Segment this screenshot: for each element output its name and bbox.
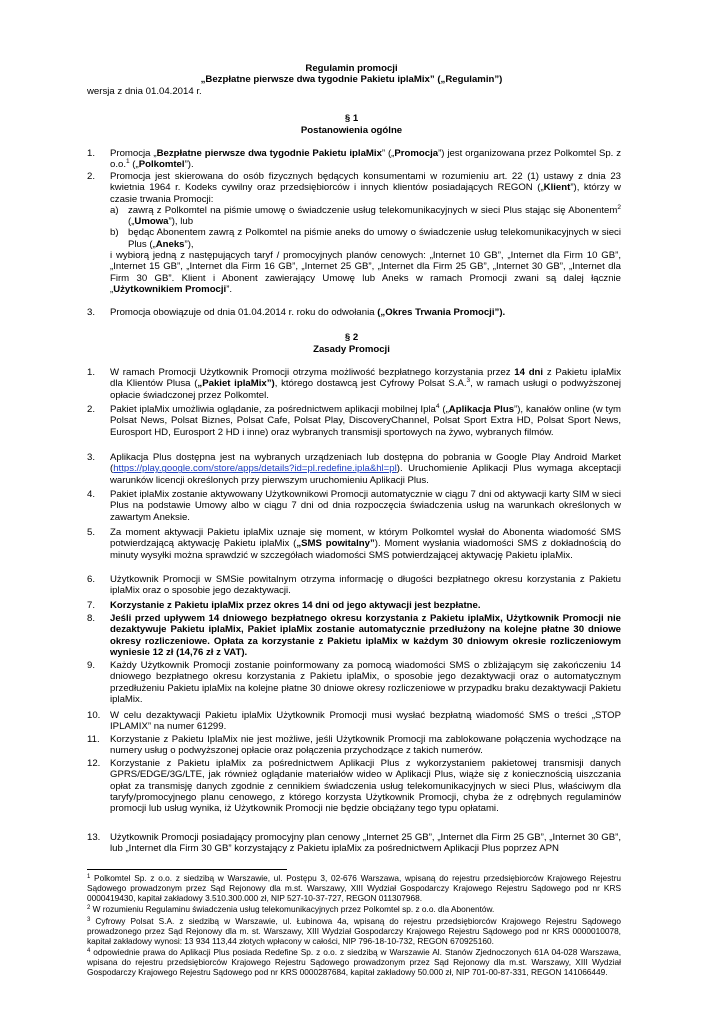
footnote-ref: 3 <box>466 377 471 385</box>
footnote-1: $^1$ Polkomtel Sp. z o.o. z siedzibą w Warszawie, ul. Postępu 3, 02-676 Warszawa, wpisaną do rejestru przedsiębiorców Krajowego Rejestru Sądowego prowadzonym przez Sąd Rejonowy dla m.st. Warszawy, XIII Wydział Gospodarczy Krajowego Rejestru Sądowego pod nr KRS 0000419430, kapitał zakładowy 3.510.300.000 zł, NIP 527-10-37-727, REGON 011307968. <box>87 873 621 903</box>
subitem-b: b) będąc Abonentem zawrą z Polkomtel na piśmie aneks do umowy o świadczenie usług telekomunikacyjnych w sieci Plus („Aneks”), <box>110 227 621 250</box>
footnote-3: $^3$ Cyfrowy Polsat S.A. z siedzibą w Warszawie, ul. Łubinowa 4a, wpisaną do rejestru przedsiębiorców Krajowego Rejestru Sądowego prowadzonego przez Sąd Rejonowy dla m. st. Warszawy, XIII Wydział Gospodarczy Krajowego Rejestru Sądowego pod nr KRS 0000010078, kapitał zakładowy wynosi: 13 934 113,44 złotych wpłacony w całości, NIP 796-18-10-732, REGON 670925160. <box>87 916 621 946</box>
s2-item-9: 9. Każdy Użytkownik Promocji zostanie poinformowany za pomocą wiadomości SMS o zbliżającym się zakończeniu 14 dniowego bezpłatnego okresu korzystania z Pakietu iplaMix, o sposobie jego dezaktywacji oraz o automatycznym przedłużeniu Pakietu iplaMix na kolejne płatne 30 dniowe okresy rozliczeniowe w przypadku braku dezaktywacji Pakietu iplaMix. <box>87 660 621 705</box>
document-title: Regulamin promocji <box>305 63 398 74</box>
s2-item-2: 2. Pakiet iplaMix umożliwia oglądanie, za pośrednictwem aplikacji mobilnej Ipla$^4$ („Aplikacja Plus”), kanałów online (w tym Polsat News, Polsat Biznes, Polsat Cafe, Polsat Play, DiscoveryChannel, Polsat Sport Extra HD, Polsat Sport News, Eurosport HD, Eurosport 2 HD i inne) oraz wybranych transmisji sportowych na żywo, wybranych filmów. <box>87 403 621 438</box>
section-1-number: § 1 <box>344 113 359 124</box>
subitem-a: a) zawrą z Polkomtel na piśmie umowę o świadczenie usług telekomunikacyjnych w sieci Plus stając się Abonentem$^2$ („Umowa”), lub <box>110 203 621 228</box>
s2-item-7: 7. Korzystanie z Pakietu iplaMix przez okres 14 dni od jego aktywacji jest bezpłatne. <box>87 600 481 611</box>
s2-item-1: 1. W ramach Promocji Użytkownik Promocji otrzyma możliwość bezpłatnego korzystania przez 14 dni z Pakietu iplaMix dla Klientów Plusa („Pakiet iplaMix”), którego dostawcą jest Cyfrowy Polsat S.A.$^3$, w ramach usługi o podwyższonej opłacie świadczonej przez Polkomtel. <box>87 367 621 401</box>
version-date: wersja z dnia 01.04.2014 r. <box>87 86 202 97</box>
item-number: 3. <box>87 307 96 318</box>
item-number: 1. <box>87 148 96 159</box>
s2-item-5: 5. Za moment aktywacji Pakietu iplaMix uznaje się moment, w którym Polkomtel wysłał do Abonenta wiadomość SMS potwierdzającą aktywację Pakietu iplaMix („SMS powitalny”). Moment wysłania wiadomości SMS z dokładnością do minuty wysyłki można sprawdzić w szczegółach wiadomości SMS potwierdzającej aktywację Pakietu iplaMix. <box>87 527 621 561</box>
item-number: 11. <box>87 734 100 745</box>
s2-item-11: 11. Korzystanie z Pakietu IplaMix nie jest możliwe, jeśli Użytkownik Promocji ma zablokowane połączenia wychodzące na numery usług o podwyższonej opłacie oraz połączenia przychodzące z takich numerów. <box>87 734 621 757</box>
s1-item-2: 2. Promocja jest skierowana do osób fizycznych będących konsumentami w rozumieniu art. 22 (1) ustawy z dnia 23 kwietnia 1964 r. Kodeks cywilny oraz przedsiębiorców i innych klientów posiadających REGON („Klient”), którzy w czasie trwania Promocji: a) zawrą z Polkomtel na piśmie umowę o świadczenie usług telekomunikacyjnych w sieci Plus stając się Abonentem$^2$ („Umowa”), lub b) będąc Abonentem zawrą z Polkomtel na piśmie aneks do umowy o świadczenie usług telekomunikacyjnych w sieci Plus („Aneks”), i wybiorą jedną z następujących taryf / promocyjnych planów cenowych: „Internet 10 GB”, „Internet dla Firm 10 GB”, „Internet 15 GB”, „Internet dla Firm 16 GB”, „Internet 25 GB”, „Internet dla Firm 25 GB”, „Internet 30 GB”, „Internet dla Firm 30 GB”. Klient i Abonent zawierający Umowę lub Aneks w ramach Promocji zwani są dalej łącznie „Użytkownikiem Promocji”. <box>87 171 621 295</box>
footnote-ref: 2 <box>617 203 621 211</box>
item-number: 3. <box>87 452 96 463</box>
section-1-title: Postanowienia ogólne <box>300 125 403 136</box>
s2-item-4: 4. Pakiet iplaMix zostanie aktywowany Użytkownikowi Promocji automatycznie w ciągu 7 dni od aktywacji karty SIM w sieci Plus na podstawie Umowy albo w ciągu 7 dni od dnia rozpoczęcia świadczenia usług na warunkach określonych w zawartym Aneksie. <box>87 489 621 523</box>
item-number: 6. <box>87 574 96 585</box>
footnote-separator <box>87 869 287 870</box>
item-number: 13. <box>87 832 101 843</box>
s2-item-6: 6. Użytkownik Promocji w SMSie powitalnym otrzyma informację o długości bezpłatnego okresu korzystania z Pakietu iplaMix oraz o sposobie jego dezaktywacji. <box>87 574 621 597</box>
s2-item-3: 3. Aplikacja Plus dostępna jest na wybranych urządzeniach lub dostępna do pobrania w Google Play Android Market (https://play.google.com/store/apps/details?id=pl.redefine.ipla&hl=pl). Uruchomienie Aplikacji Plus wymaga akceptacji warunków licencji określonych przy pierwszym uruchomieniu Aplikacji Plus. <box>87 452 621 486</box>
s2-item-12: 12. Korzystanie z Pakietu iplaMix za pośrednictwem Aplikacji Plus z wykorzystaniem pakietowej transmisji danych GPRS/EDGE/3G/LTE, jak również oglądanie materiałów wideo w Aplikacji Plus, wiąże się z koniecznością uiszczania opłat za transmisję danych zgodnie z cennikiem świadczenia usług telekomunikacyjnych w sieci Plus, właściwym dla taryfy/promocyjnego planu cenowego, z którego korzysta Użytkownik Promocji, chyba że z odrębnych regulaminów promocji lub usług wynika, iż Użytkownik Promocji nie będzie obciążany tego typu opłatami. <box>87 758 621 815</box>
s2-item-8: 8. Jeśli przed upływem 14 dniowego bezpłatnego okresu korzystania z Pakietu iplaMix, Użytkownik Promocji nie dezaktywuje Pakietu iplaMix, Pakiet iplaMix zostanie automatycznie przedłużony na kolejne płatne 30 dniowe okresy rozliczeniowe. Opłata za korzystanie z Pakietu iplaMix w każdym 30 dniowym okresie rozliczeniowym wyniesie 12 zł (14,76 zł z VAT). <box>87 613 621 658</box>
s2-item-13: 13. Użytkownik Promocji posiadający promocyjny plan cenowy „Internet 25 GB”, „Internet dla Firm 25 GB”, „Internet 30 GB”, lub „Internet dla Firm 30 GB” korzystający z Pakietu iplaMix za pośrednictwem Aplikacji Plus poprzez APN <box>87 832 621 855</box>
item-number: 2. <box>87 404 96 415</box>
item-number: 4. <box>87 489 96 500</box>
item-number: 5. <box>87 527 96 538</box>
footnote-ref: 4 <box>435 403 440 410</box>
s1-item-3: 3. Promocja obowiązuje od dnia 01.04.2014 r. roku do odwołania („Okres Trwania Promocji”). <box>87 307 506 318</box>
item-number: 2. <box>87 171 96 182</box>
item-number: 12. <box>87 758 101 769</box>
footnote-ref: 1 <box>126 158 130 166</box>
s1-item-1: 1. Promocja „Bezpłatne pierwsze dwa tygodnie Pakietu iplaMix” („Promocja”) jest organizowana przez Polkomtel Sp. z o.o.$^1$ („Polkomtel”). <box>87 148 621 171</box>
section-2-title: Zasady Promocji <box>313 344 390 355</box>
item-number: 9. <box>87 660 96 671</box>
footnote-4: $^4$ odpowiednie prawa do Aplikacji Plus posiada Redefine Sp. z o.o. z siedzibą w Warszawie Al. Stanów Zjednoczonych 61A 04-028 Warszawa, wpisana do rejestru przedsiębiorców Krajowego Rejestru Sądowego prowadzonym przez Sąd Rejonowy dla m.st. Warszawy, XIII Wydział Gospodarczy Krajowego Rejestru Sądowego pod nr KRS 0000287684, kapitał zakładowy 50.000 zł, NIP 701-00-87-331, REGON 141066449. <box>87 947 621 977</box>
item-number: 7. <box>87 600 96 611</box>
item-number: 8. <box>87 613 96 624</box>
item-number: 1. <box>87 367 96 378</box>
footnote-2: $^2$ W rozumieniu Regulaminu świadczenia usług telekomunikacyjnych przez Polkomtel sp. z o.o. dla Abonentów. <box>87 904 495 914</box>
google-play-link[interactable]: https://play.google.com/store/apps/details?id=pl.redefine.ipla&hl=pl <box>113 463 397 475</box>
s2-item-10: 10. W celu dezaktywacji Pakietu iplaMix Użytkownik Promocji musi wysłać bezpłatną wiadomość SMS o treści „STOP IPLAMIX” na numer 61299. <box>87 710 621 733</box>
item-number: 10. <box>87 710 101 721</box>
document-subtitle: „Bezpłatne pierwsze dwa tygodnie Pakietu iplaMix” („Regulamin”) <box>200 74 503 85</box>
section-2-number: § 2 <box>344 332 359 343</box>
